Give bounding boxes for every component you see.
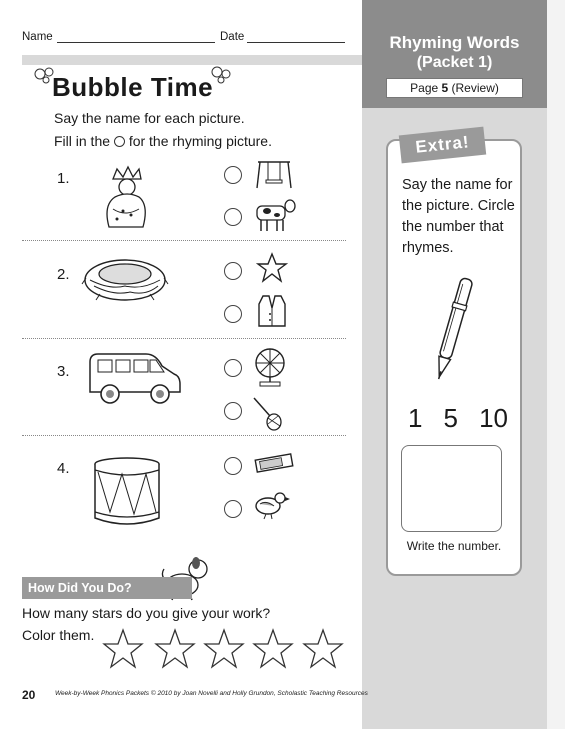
answer-bubble[interactable] bbox=[224, 262, 242, 280]
answer-bubble[interactable] bbox=[224, 166, 242, 184]
divider bbox=[22, 338, 346, 339]
nest-icon bbox=[80, 250, 170, 304]
extra-tag: Extra! bbox=[399, 127, 486, 164]
cow-icon bbox=[253, 196, 297, 234]
date-label: Date bbox=[220, 31, 245, 43]
sidebar-header bbox=[362, 0, 547, 108]
header-band bbox=[22, 55, 362, 65]
van-icon bbox=[86, 348, 182, 406]
number-choice[interactable]: 10 bbox=[479, 403, 508, 433]
divider bbox=[22, 435, 346, 436]
extra-instructions: Say the name for the picture. Circle the number that rhymes. bbox=[402, 177, 515, 256]
rating-star[interactable] bbox=[154, 628, 196, 670]
footer-page-number: 20 bbox=[22, 688, 36, 702]
number-choice[interactable]: 5 bbox=[443, 403, 458, 433]
swing-icon bbox=[256, 158, 292, 190]
item-number: 1. bbox=[57, 170, 70, 187]
bird-icon bbox=[252, 488, 290, 520]
sidebar-stripe bbox=[547, 0, 565, 729]
self-check-banner: How Did You Do? bbox=[22, 577, 192, 599]
answer-bubble[interactable] bbox=[224, 359, 242, 377]
direction-1: Say the name for each picture. bbox=[54, 110, 245, 126]
answer-box[interactable] bbox=[401, 445, 502, 532]
answer-bubble[interactable] bbox=[224, 305, 242, 323]
page-label bbox=[386, 78, 523, 98]
bubbles-icon bbox=[210, 66, 234, 84]
item-number: 2. bbox=[57, 266, 70, 283]
fan-icon bbox=[252, 347, 288, 387]
self-check-question: How many stars do you give your work? bbox=[22, 605, 271, 621]
page-suffix: (Review) bbox=[448, 81, 499, 95]
gum-icon bbox=[252, 452, 296, 474]
rating-star[interactable] bbox=[302, 628, 344, 670]
answer-bubble[interactable] bbox=[224, 402, 242, 420]
number-choices[interactable] bbox=[408, 403, 508, 434]
divider bbox=[22, 240, 346, 241]
answer-bubble[interactable] bbox=[224, 208, 242, 226]
write-number-label: Write the number. bbox=[406, 539, 502, 553]
item-number: 4. bbox=[57, 460, 70, 477]
date-line[interactable] bbox=[247, 42, 345, 43]
drum-icon bbox=[92, 456, 162, 528]
name-label: Name bbox=[22, 31, 53, 43]
extra-box bbox=[386, 132, 522, 576]
answer-bubble[interactable] bbox=[224, 500, 242, 518]
sidebar-title: Rhyming Words bbox=[389, 33, 520, 52]
self-check-instruction: Color them. bbox=[22, 627, 95, 643]
sidebar bbox=[362, 0, 565, 729]
page-prefix: Page bbox=[410, 81, 442, 95]
activity-title: Bubble Time bbox=[52, 72, 214, 102]
bubble-icon bbox=[114, 136, 125, 147]
footer-credit: Week-by-Week Phonics Packets © 2010 by Joan Novelli and Holly Grundon, Scholastic Teaching Resources bbox=[55, 690, 368, 697]
item-number: 3. bbox=[57, 363, 70, 380]
star-icon bbox=[256, 252, 288, 284]
vest-icon bbox=[257, 294, 287, 328]
sidebar-subtitle: (Packet 1) bbox=[416, 54, 493, 71]
direction-2 bbox=[54, 133, 272, 149]
direction-2-suffix: for the rhyming picture. bbox=[128, 133, 272, 149]
pen-icon bbox=[433, 273, 473, 385]
direction-2-prefix: Fill in the bbox=[54, 133, 111, 149]
rating-star[interactable] bbox=[252, 628, 294, 670]
net-icon bbox=[252, 396, 282, 432]
page-number: 5 bbox=[441, 81, 449, 95]
name-line[interactable] bbox=[57, 42, 215, 43]
rating-star[interactable] bbox=[102, 628, 144, 670]
number-choice[interactable]: 1 bbox=[408, 403, 423, 433]
answer-bubble[interactable] bbox=[224, 457, 242, 475]
rating-star[interactable] bbox=[203, 628, 245, 670]
king-icon bbox=[95, 165, 155, 229]
